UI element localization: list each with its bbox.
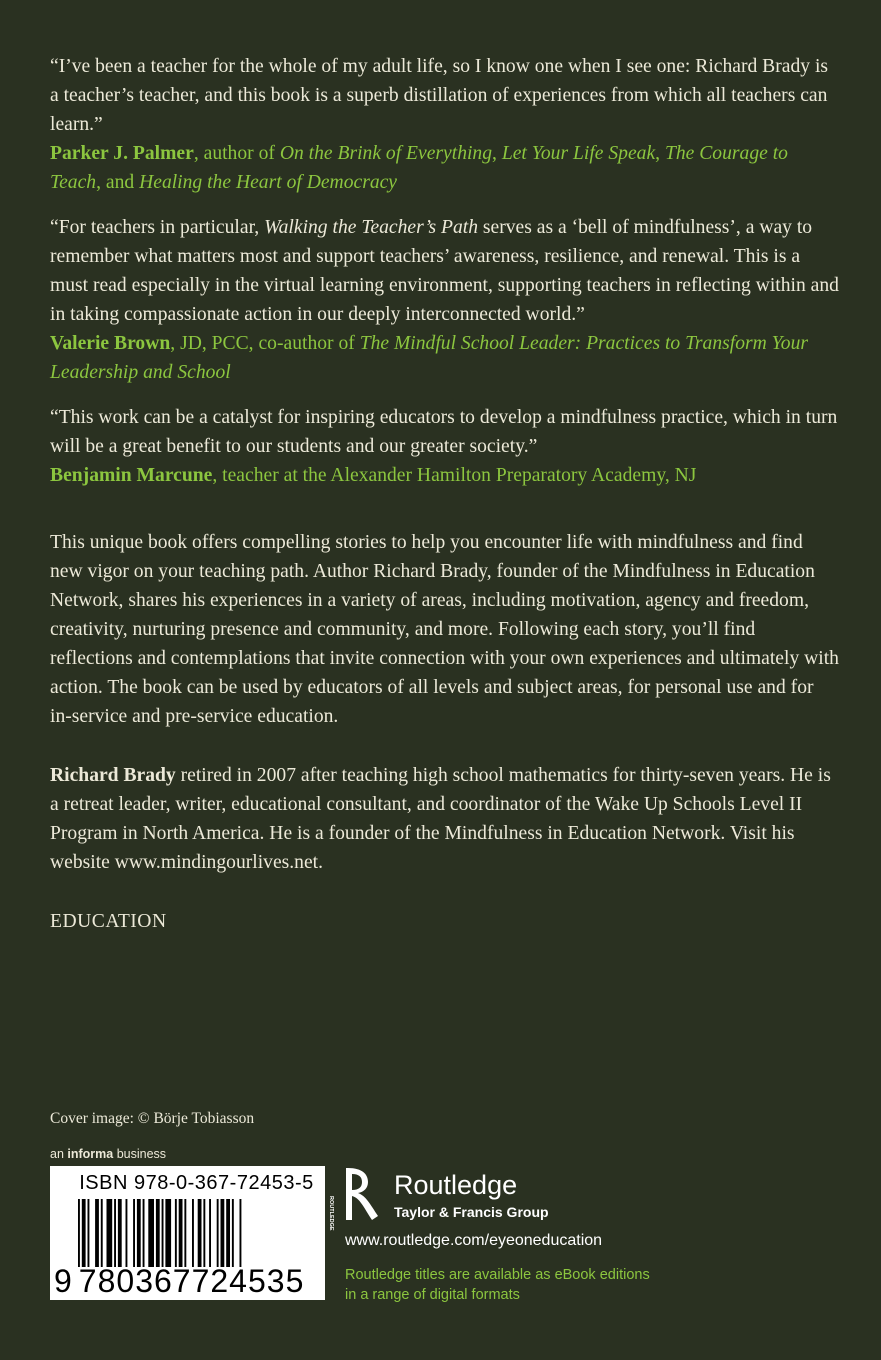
- isbn-number: ISBN 978-0-367-72453-5: [79, 1172, 314, 1194]
- isbn-barcode: [50, 1166, 325, 1300]
- barcode-bar: [209, 1199, 211, 1267]
- author-bio: [50, 761, 840, 877]
- quote-marcune: [50, 403, 840, 490]
- quote-brown: [50, 213, 840, 387]
- informa-business-line: [50, 1147, 166, 1161]
- barcode-main-digits: 780367724535: [78, 1263, 305, 1299]
- barcode-bar: [226, 1199, 230, 1267]
- barcode-bar: [101, 1199, 103, 1267]
- barcode-bar: [126, 1199, 128, 1267]
- informa-pre: an: [50, 1147, 68, 1161]
- ebook-note-line: in a range of digital formats: [345, 1287, 520, 1303]
- ebook-note: [345, 1265, 650, 1305]
- book-description: This unique book offers compelling stories to help you encounter life with mindfulness and find new vigor on your teaching path. Author Richard Brady, founder of the Mindfulness in Education Network, shares his experiences in a variety of areas, including motivation, agency and freedom, creativity, nurturing presence and community, and more. Following each story, you’ll find reflections and contemplations that invite connection with your own experiences and ultimately with action. The book can be used by educators of all levels and subject areas, for personal use and for in-service and pre-service education.: [50, 532, 839, 727]
- separator: ,: [492, 143, 502, 164]
- informa-post: business: [113, 1147, 167, 1161]
- quote-text: “This work can be a catalyst for inspiring educators to develop a mindfulness practice, which in turn will be a great benefit to our students and our greater society.”: [50, 407, 838, 457]
- back-cover-text: [50, 52, 840, 936]
- subject-category: EDUCATION: [50, 911, 167, 932]
- quote-attribution: [50, 139, 840, 197]
- barcode-bar: [175, 1199, 177, 1267]
- barcode-bar: [78, 1199, 80, 1267]
- quote-text: [50, 213, 840, 329]
- barcode-bar: [118, 1199, 122, 1267]
- barcode-bar: [184, 1199, 186, 1267]
- separator: , and: [96, 172, 140, 193]
- quote-text-part: serves as a ‘bell of mindfulness’, a way to remember what matters most and support teachers’ awareness, resilience, and renewal. This is a must read especially in the virtual learning environment, supporting teachers in reflecting within and in taking compassionate action in our deeply interconnected world.”: [50, 217, 839, 325]
- attribution-role: , JD, PCC, co-author of: [170, 333, 360, 354]
- publisher-name: Routledge: [394, 1170, 518, 1200]
- work-title: The Mindful School Leader: Practices to Transform Your Leadership and School: [50, 333, 808, 383]
- book-title: Walking the Teacher’s Path: [264, 217, 479, 238]
- quote-palmer: [50, 52, 840, 197]
- barcode-bar: [165, 1199, 171, 1267]
- attribution-name: Valerie Brown: [50, 333, 171, 354]
- attribution-name: Parker J. Palmer: [50, 143, 194, 164]
- barcode-bar: [198, 1199, 202, 1267]
- work-title: On the Brink of Everything: [279, 143, 493, 164]
- quote-text-part: “For teachers in particular,: [50, 217, 265, 238]
- barcode-bar: [148, 1199, 154, 1267]
- barcode-bar: [156, 1199, 160, 1267]
- work-title: Healing the Heart of Democracy: [139, 172, 398, 193]
- barcode-bar: [192, 1199, 194, 1267]
- barcode-bar: [133, 1199, 135, 1267]
- barcode-bar: [240, 1199, 242, 1267]
- informa-brand: informa: [67, 1147, 114, 1161]
- attribution-name: Benjamin Marcune: [50, 465, 213, 486]
- barcode-bar: [203, 1199, 205, 1267]
- barcode-bar: [88, 1199, 90, 1267]
- barcode-bar: [114, 1199, 116, 1267]
- barcode-bar: [221, 1199, 225, 1267]
- work-title: The Courage to Teach: [50, 143, 788, 193]
- barcode-bar: [82, 1199, 86, 1267]
- attribution-role: , teacher at the Alexander Hamilton Preparatory Academy, NJ: [212, 465, 697, 486]
- barcode-bar: [179, 1199, 183, 1267]
- author-name: Richard Brady: [50, 765, 176, 786]
- routledge-logo-icon: [328, 1166, 382, 1231]
- publisher-url[interactable]: www.routledge.com/eyeoneducation: [345, 1232, 603, 1249]
- publisher-group: Taylor & Francis Group: [394, 1204, 549, 1220]
- barcode-bar: [162, 1199, 164, 1267]
- work-title: Let Your Life Speak: [501, 143, 656, 164]
- barcode-bar: [217, 1199, 219, 1267]
- logo-vertical-text: ROUTLEDGE: [328, 1196, 334, 1231]
- ebook-note-line: Routledge titles are available as eBook editions: [345, 1267, 650, 1283]
- barcode-bar: [137, 1199, 141, 1267]
- barcode-bar: [95, 1199, 99, 1267]
- barcode-bar: [232, 1199, 234, 1267]
- barcode-bar: [107, 1199, 113, 1267]
- barcode-bars-icon: [78, 1199, 318, 1267]
- cover-credit: Cover image: © Börje Tobiasson: [50, 1110, 255, 1127]
- barcode-bar: [143, 1199, 145, 1267]
- separator: ,: [655, 143, 665, 164]
- attribution-role: , author of: [193, 143, 280, 164]
- quote-text: “I’ve been a teacher for the whole of my adult life, so I know one when I see one: Richard Brady is a teacher’s teacher, and this book is a superb distillation of experiences from which all teachers can learn.”: [50, 56, 829, 135]
- barcode-digits: [54, 1265, 304, 1297]
- quote-attribution: [50, 461, 840, 490]
- author-bio-text: retired in 2007 after teaching high school mathematics for thirty-seven years. He is a retreat leader, writer, educational consultant, and coordinator of the Wake Up Schools Level II Program in North America. He is a founder of the Mindfulness in Education Network. Visit his website www.mindingourlives.net.: [50, 765, 831, 873]
- quote-attribution: [50, 329, 840, 387]
- spacer: [50, 506, 840, 528]
- barcode-lead-digit: 9: [54, 1263, 73, 1299]
